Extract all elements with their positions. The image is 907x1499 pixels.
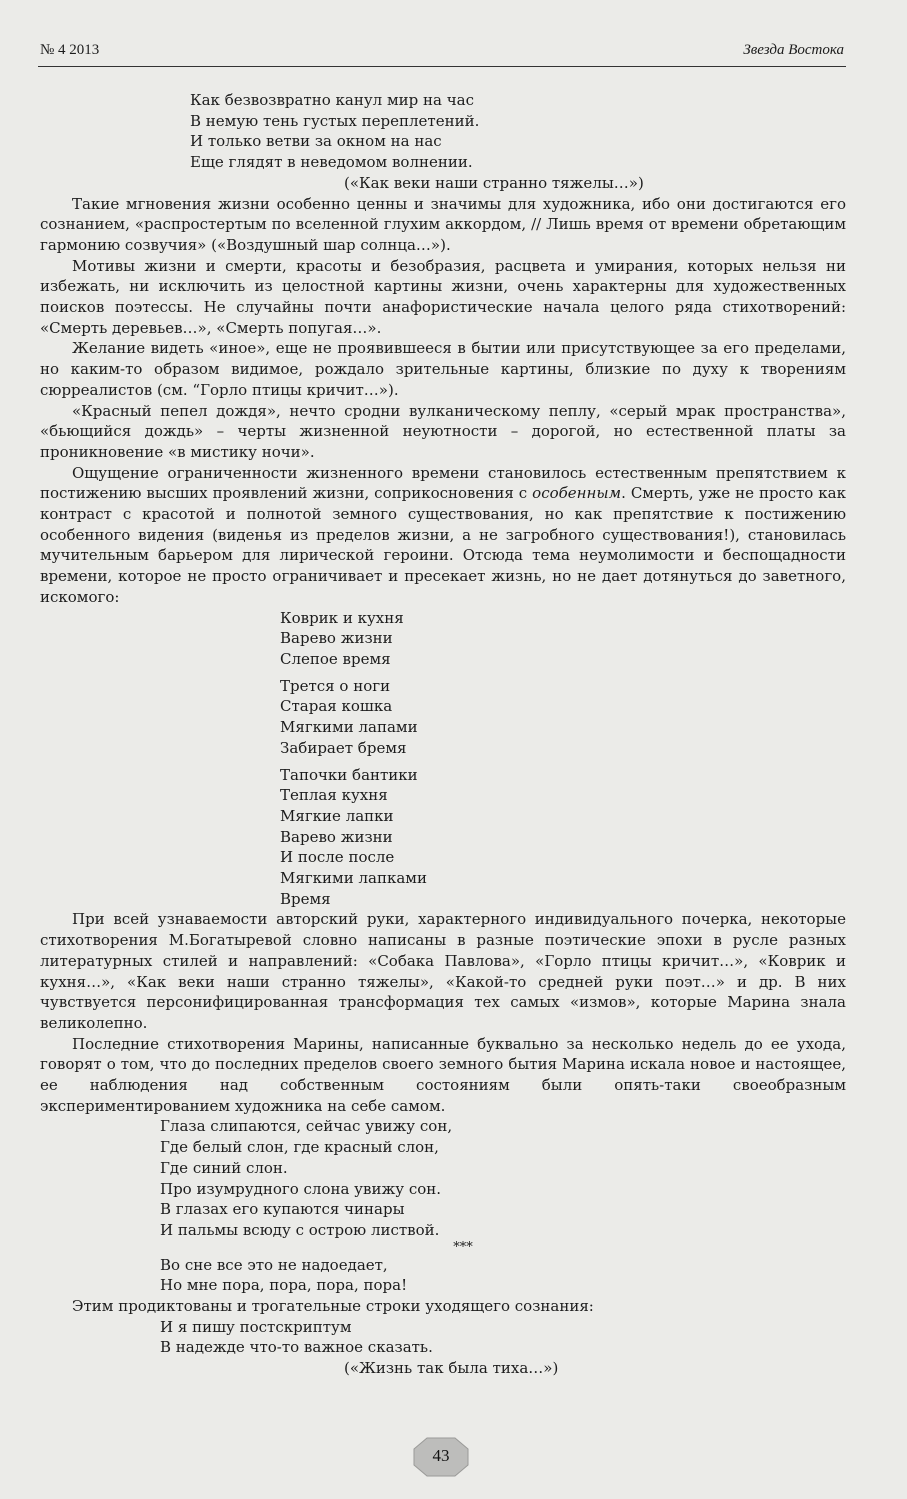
verse-line: Где белый слон, где красный слон, [160,1138,439,1157]
verse-line: В надежде что-то важное сказать. [160,1338,433,1357]
verse-line: Про изумрудного слона увижу сон. [160,1179,442,1198]
verse-line: И я пишу постскриптум [160,1317,352,1336]
emphasis-word: особенным [532,484,622,503]
verse-line: Варево жизни [280,827,393,846]
page-number-badge [413,1437,469,1477]
article-body [40,90,846,1379]
verse-line: В глазах его купаются чинары [160,1200,405,1219]
verse-stanza-2c [40,765,846,910]
verse-line: Мягкими лапками [280,869,427,888]
page-number: 43 [432,1446,450,1465]
paragraph: Этим продиктованы и трогательные строки уходящего сознания: [72,1297,594,1316]
verse-stanza-5 [40,1317,846,1358]
paragraph: «Красный пепел дождя», нечто сродни вулканическому пеплу, «серый мрак пространства», «бьющийся дождь» – черты жизненной неуютности – дорогой, но естественной платы за проникновение «в мистику ночи». [40,401,846,461]
paragraph: Желание видеть «иное», еще не проявившееся в бытии или присутствующее за его пределами, но каким-то образом видимое, рождало зрительные картины, близкие по духу к творениям сюрреалистов (см. “Горло птицы кричит…»). [40,339,846,399]
verse-line: Коврик и кухня [280,608,404,627]
paragraph-text: Ощущение ограниченности жизненного времени становилось естественным препятствием к постижению высших проявлений жизни, соприкосновения с [40,463,846,503]
verse-line: И после после [280,848,395,867]
verse-line: Старая кошка [280,697,393,716]
running-header [38,40,846,67]
verse-line: Время [280,889,331,908]
verse-line: Мягкие лапки [280,806,394,825]
verse-line: И пальмы всюду с острою листвой. [160,1220,440,1239]
verse-line: Забирает бремя [280,738,407,757]
journal-title: Звезда Востока [743,42,844,58]
paragraph: Такие мгновения жизни особенно ценны и значимы для художника, ибо они достигаются его сознанием, «распростертым по вселенной глухим аккордом, // Лишь время от времени обретающим гармонию созвучия» («Воздушный шар солнца…»). [40,194,846,254]
verse-line: Мягкими лапами [280,718,418,737]
verse-line: Где синий слон. [160,1158,288,1177]
verse-line: Но мне пора, пора, пора, пора! [160,1276,408,1295]
paragraph: Последние стихотворения Марины, написанные буквально за несколько недель до ее ухода, говорят о том, что до последних пределов своего земного бытия Марина искала новое и настоящее, ее наблюдения над собственным состояниям были опять-таки своеобразным экспериментированием художника на себе самом. [40,1034,846,1115]
stanza-separator: *** [453,1239,473,1255]
verse-line: Теплая кухня [280,786,388,805]
verse-line: В немую тень густых переплетений. [190,111,480,130]
verse-line: Слепое время [280,649,391,668]
verse-stanza-3 [40,1116,846,1240]
paragraph [40,463,846,608]
verse-line: Варево жизни [280,629,393,648]
verse-source: («Как веки наши странно тяжелы…») [344,173,644,192]
verse-line: Тапочки бантики [280,765,418,784]
verse-stanza-2b [40,676,846,759]
paragraph-text: . Смерть, уже не просто как контраст с красотой и полнотой земного существования, но как препятствие к постижению особенного видения (виденья из пределов жизни, а не загробного существования!), становилась мучительным барьером для лирической героини. Отсюда тема неумолимости и беспощадности времени, которое не просто ограничивает и пресекает жизнь, но не дает дотянуться до заветного, искомого: [40,484,846,606]
issue-number: № 4 2013 [40,42,100,58]
verse-stanza-4 [40,1255,846,1296]
verse-source: («Жизнь так была тиха…») [344,1359,559,1378]
verse-stanza-2a [40,608,846,670]
verse-line: И только ветви за окном на нас [190,132,442,151]
verse-line: Как безвозвратно канул мир на час [190,91,474,109]
verse-line: Еще глядят в неведомом волнении. [190,153,473,172]
paragraph: При всей узнаваемости авторский руки, характерного индивидуального почерка, некоторые стихотворения М.Богатыревой словно написаны в разные поэтические эпохи в русле разных литературных стилей и направлений: «Собака Павлова», «Горло птицы кричит…», «Коврик и кухня…», «Как веки наши странно тяжелы», «Какой-то средней руки поэт…» и др. В них чувствуется персонифицированная трансформация тех самых «измов», которые Марина знала великолепно. [40,910,846,1032]
paragraph: Мотивы жизни и смерти, красоты и безобразия, расцвета и умирания, которых нельзя ни избежать, ни исключить из целостной картины жизни, очень характерны для художественных поисков поэтессы. Не случайны почти анафористические начала целого ряда стихотворений: «Смерть деревьев…», «Смерть попугая…». [40,256,846,337]
verse-line: Трется о ноги [280,676,391,695]
verse-line: Глаза слипаются, сейчас увижу сон, [160,1117,453,1136]
verse-stanza-1 [40,90,846,173]
verse-line: Во сне все это не надоедает, [160,1255,388,1274]
